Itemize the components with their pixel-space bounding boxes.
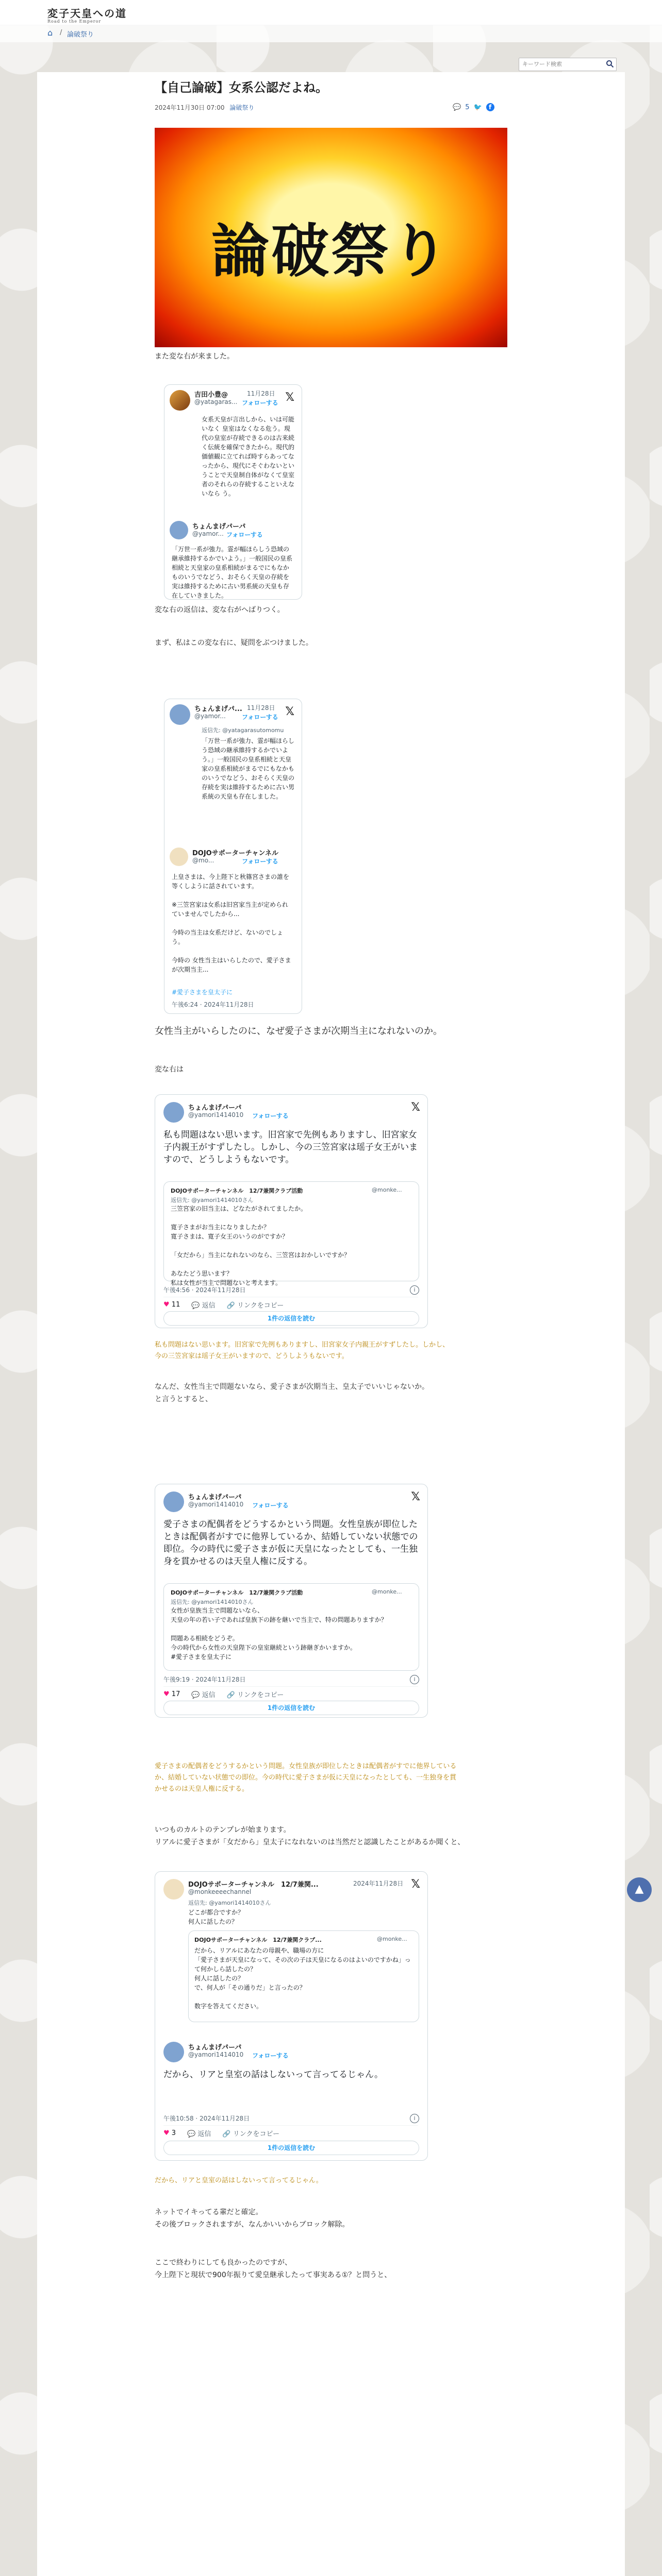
avatar[interactable] <box>163 1492 184 1512</box>
tweet-author-name[interactable]: ちょんまげパーパ <box>192 523 246 531</box>
reply-label: 返信 <box>202 1302 216 1310</box>
info-icon[interactable]: i <box>410 1675 419 1684</box>
copy-link-button[interactable] <box>222 2128 279 2138</box>
avatar[interactable] <box>170 848 188 866</box>
paragraph: まず、私はこの変な右に、疑問をぶつけました。 <box>155 639 313 647</box>
link-icon: 🔗 <box>226 1302 235 1310</box>
paragraph: なんだ、女性当主で問題ないなら、愛子さまが次期当主、皇太子でいいじゃないか。 <box>155 1383 429 1391</box>
twitter-icon[interactable]: 🐦 <box>473 103 482 111</box>
x-logo-icon[interactable]: 𝕏 <box>285 705 294 718</box>
quoted-tweet-text: 三笠宮家の旧当主は、どなたがされてましたか。 寛子さまがお当主になりましたか？ 寛子さまは、寛子女王のいうのがですか？ 「女だから」当主になれないのなら、三笠宮はおかしいですか？ あなたどう思います？ 私は女性が当主で問題ないと考えます。 <box>171 1205 351 1286</box>
x-logo-icon[interactable]: 𝕏 <box>285 391 294 404</box>
search-box <box>519 58 617 71</box>
reply-icon: 💬 <box>187 2130 196 2138</box>
search-input[interactable] <box>519 59 608 70</box>
quoted-reply-to[interactable]: 返信先: @yamori1414010さん <box>171 1197 254 1204</box>
reply-button[interactable] <box>191 1300 215 1310</box>
quoted-author-name[interactable]: DOJOサポーターチャンネル 12/7兼関クラブ活動 <box>171 1589 303 1596</box>
x-logo-icon[interactable]: 𝕏 <box>411 1101 420 1114</box>
tweet-author-name[interactable]: DOJOサポーターチャンネル 12/7兼関... <box>188 1881 319 1889</box>
tweet-author-name[interactable]: ちょんまげパーパ <box>188 1104 242 1112</box>
quoted-author-name[interactable]: DOJOサポーターチャンネル 12/7兼関クラブ... <box>194 1937 322 1943</box>
tweet-text: 私も問題はない思います。旧宮家で先例もありますし、旧宮家女子内親王がすずしたし。しかし、今の三笠宮家は瑶子女王がいますので、どうしようもないです。 <box>163 1130 418 1165</box>
quoted-author-name[interactable]: DOJOサポーターチャンネル 12/7兼関クラブ活動 <box>171 1188 303 1194</box>
avatar[interactable] <box>170 390 190 411</box>
tweet-date[interactable]: 2024年11月28日 <box>353 1880 404 1887</box>
tweet-text: 上皇さまは、今上陛下と秋篠宮さまの誰を等くしように話されています。 ※三笠宮家は女系は旧宮家当主が定められ ていませんでしたから... 今時の当主は女系だけど、ないのでしょう。 今時の 女性当主はいらしたので、愛子さま が次期当主... <box>172 873 291 973</box>
breadcrumb-separator: / <box>60 29 62 37</box>
paragraph: その後ブロックされますが、なんかいいからブロック解除。 <box>155 2221 350 2229</box>
hero-image <box>155 128 507 347</box>
highlighted-quote: 愛子さまの配偶者をどうするかという問題。女性皇族が即位したときは配偶者がすでに他界している <box>155 1762 457 1770</box>
divider <box>163 1686 418 1687</box>
hashtag-link[interactable]: #愛子さまを皇太子に <box>172 989 233 996</box>
copy-link-label: リンクをコピー <box>237 1302 284 1310</box>
article-meta <box>155 103 254 112</box>
home-icon[interactable]: ⌂ <box>47 28 53 38</box>
highlighted-quote: 今の三笠宮家は瑶子女王がいますので、どうしようもないです。 <box>155 1352 349 1360</box>
avatar[interactable] <box>163 2042 184 2062</box>
reply-label: 返信 <box>197 2130 211 2138</box>
tweet-timestamp[interactable]: 午後10:58 · 2024年11月28日 <box>163 2115 250 2122</box>
like-count: 17 <box>171 1690 180 1698</box>
follow-button[interactable]: フォローする <box>252 1112 289 1120</box>
share-bar <box>453 103 494 111</box>
copy-link-label: リンクをコピー <box>233 2130 279 2138</box>
reply-icon: 💬 <box>191 1691 200 1699</box>
reply-icon: 💬 <box>191 1302 200 1310</box>
tweet-text: だから、リアと皇室の話はしないって言ってるじゃん。 <box>163 2070 384 2080</box>
paragraph: ネットでイキってる輩だと確定。 <box>155 2208 263 2216</box>
reply-button[interactable] <box>187 2128 211 2138</box>
tweet-author-handle[interactable]: @yamori1414010 <box>188 2051 244 2058</box>
paragraph: ここで終わりにしても良かったのですが、 <box>155 2259 292 2267</box>
tweet-author-handle[interactable]: @yamor... <box>192 530 224 537</box>
paragraph: また変な右が来ました。 <box>155 352 234 361</box>
x-logo-icon[interactable]: 𝕏 <box>411 1490 420 1503</box>
follow-button[interactable]: フォローする <box>252 2052 289 2059</box>
tweet-embed[interactable] <box>155 1094 428 1328</box>
tweet-author-handle[interactable]: @yatagaras... <box>194 398 238 405</box>
tweet-date[interactable]: 11月28日 <box>247 704 275 711</box>
tweet-text: 「万世一系が強力、霊が幅ほらしう恐域の継承維持するかでいよう。」一般国民の皇系相続と天皇家の皇系相続がまるでにもなかものいうでなどう、おそらく天皇の存続を実は維持するために古い男系統の天皇も存在しました。 <box>202 737 295 800</box>
tweet-embed[interactable] <box>155 1484 428 1718</box>
paragraph: いつものカルトのテンプレが始まります。 <box>155 1826 291 1834</box>
paragraph: リアルに愛子さまが「女だから」皇太子になれないのは当然だと認識したことがあるか聞くと、 <box>155 1838 465 1846</box>
reply-label: 返信 <box>202 1691 216 1699</box>
link-icon: 🔗 <box>222 2130 231 2138</box>
quoted-tweet-text: 女性が皇族当主で問題ないなら、 天皇の年の若い子であれば皇族下の跡を継いで当主で、特の問題ありますか？ 問題ある相続をどうぞ。 今の時代から女性の天皇陛下の皇室継続という跡継ぎかいますか。 #愛子さまを皇太子に <box>171 1607 387 1660</box>
reply-button[interactable] <box>191 1689 215 1699</box>
tweet-author-handle[interactable]: @monkeeeechannel <box>188 1888 252 1895</box>
tweet-author-name[interactable]: 吉田小豊@ <box>194 391 228 399</box>
copy-link-label: リンクをコピー <box>237 1691 284 1699</box>
divider <box>163 2125 418 2126</box>
highlighted-quote: か、結婚していない状態での即位。今の時代に愛子さまが仮に天皇になったとしても、一生独身を貫 <box>155 1774 457 1782</box>
like-button[interactable] <box>163 1690 180 1698</box>
tweet-embed[interactable] <box>155 1871 428 2161</box>
highlighted-quote: かせるのは天皇人権に反する。 <box>155 1785 249 1793</box>
arrow-up-icon[interactable]: ▲ <box>627 1877 652 1902</box>
paragraph: 変な右は <box>155 1065 184 1074</box>
hero-image-text: 論破祭り <box>211 217 451 285</box>
tweet-reply-to[interactable]: 返信先: @yamori1414010さん <box>188 1900 271 1906</box>
quoted-author-handle[interactable]: @monke... <box>372 1588 402 1595</box>
tweet-timestamp[interactable]: 午後4:56 · 2024年11月28日 <box>163 1286 246 1294</box>
avatar[interactable] <box>170 521 188 539</box>
quoted-author-handle[interactable]: @monke... <box>372 1187 402 1193</box>
tweet-reply-to[interactable]: 返信先: @yatagarasutomomu <box>202 727 284 734</box>
read-replies-button[interactable]: 1件の返信を読む <box>163 1311 419 1326</box>
read-replies-button[interactable]: 1件の返信を読む <box>163 1701 419 1715</box>
article-title: 【自己論破】女系公認だよね。 <box>155 80 328 95</box>
paragraph: 変な右の返信は、変な右がへばりつく。 <box>155 606 285 614</box>
read-replies-button[interactable]: 1件の返信を読む <box>163 2141 419 2155</box>
copy-link-button[interactable] <box>227 1300 284 1310</box>
tweet-actions <box>163 1300 284 1310</box>
like-button[interactable] <box>163 1301 180 1309</box>
tweet-text: 愛子さまの配偶者をどうするかという問題。女性皇族が即位したときは配偶者がすでに他界しているか、結婚していない状態での即位。今の時代に愛子さまが仮に天皇になったとしても、一生独身を貫かせるのは天皇人権に反する。 <box>163 1519 418 1567</box>
follow-button[interactable]: フォローする <box>242 858 278 865</box>
heart-icon: ♥ <box>163 2129 170 2137</box>
facebook-icon[interactable]: f <box>486 103 494 111</box>
follow-button[interactable]: フォローする <box>242 714 278 721</box>
search-icon[interactable] <box>606 60 614 68</box>
tweet-author-handle[interactable]: @yamor... <box>194 713 226 720</box>
avatar[interactable] <box>170 704 190 725</box>
copy-link-button[interactable] <box>227 1689 284 1699</box>
tweet-author-handle[interactable]: @mo... <box>192 857 214 864</box>
tweet-actions <box>163 2128 279 2138</box>
highlighted-quote: 私も問題はない思います。旧宮家で先例もありますし、旧宮家女子内親王がすずしたし。しかし、 <box>155 1341 450 1349</box>
info-icon[interactable]: i <box>410 1285 419 1295</box>
tweet-text: どこが都合ですか？ 何人に話したの？ <box>188 1909 244 1925</box>
tweet-embed[interactable] <box>164 384 302 600</box>
site-header <box>0 0 662 25</box>
tweet-actions <box>163 1689 284 1699</box>
info-icon[interactable]: i <box>410 2114 419 2123</box>
avatar[interactable] <box>163 1879 184 1900</box>
tweet-author-handle[interactable]: @yamori1414010 <box>188 1501 244 1508</box>
tweet-timestamp[interactable]: 午後6:24 · 2024年11月28日 <box>172 1001 254 1008</box>
comment-count[interactable]: 5 <box>465 103 470 111</box>
like-count: 3 <box>171 2129 176 2137</box>
link-icon: 🔗 <box>226 1691 235 1699</box>
avatar[interactable] <box>163 1102 184 1123</box>
paragraph: と言うとすると、 <box>155 1395 212 1403</box>
follow-button[interactable]: フォローする <box>252 1502 289 1509</box>
tweet-embed[interactable] <box>164 699 302 1014</box>
tweet-author-name[interactable]: DOJOサポーターチャンネル <box>192 850 278 857</box>
site-logo-text: 変子天皇への道 <box>47 7 127 20</box>
like-count: 11 <box>171 1301 180 1309</box>
tweet-timestamp[interactable]: 午後9:19 · 2024年11月28日 <box>163 1676 246 1683</box>
x-logo-icon[interactable]: 𝕏 <box>411 1878 420 1891</box>
quoted-tweet-text: だから、リアルにあなたの母親や、職場の方に 「愛子さまが天皇になって、その次の子は天皇になるのはよいのですかね」って何かしら話したの？ 何人に話したの？ で、何人が「その通りだ」と言ったの？ 数字を答えてください。 <box>194 1947 411 2010</box>
highlighted-quote: だから、リアと皇室の話はしないって言ってるじゃん。 <box>155 2177 323 2184</box>
paragraph: 今上陛下と現状で900年振りて愛皇継承したって事実ある①？と問うと、 <box>155 2271 392 2279</box>
tweet-author-name[interactable]: ちょんまげパ... <box>194 705 242 713</box>
breadcrumb-category[interactable]: 論破祭り <box>67 31 94 39</box>
tweet-text: 「万世一系が強力。霊が幅ほらしう恐域の継承維持するかでいよう。」一般国民の皇系相続と天皇家の皇系相続がまるでにもなかものいうでなどう、おそらく天皇の存続を実は維持するために古い男系統の天皇も存在していきました。 <box>172 546 293 599</box>
tweet-author-name[interactable]: ちょんまげパーパ <box>188 2044 242 2052</box>
like-button[interactable] <box>163 2129 176 2137</box>
breadcrumb <box>0 25 662 42</box>
site-logo-subtitle: Road to the Emperor <box>47 19 102 24</box>
paragraph: 女性当主がいらしたのに、なぜ愛子さまが次期当主になれないのか。 <box>155 1026 442 1037</box>
tweet-author-name[interactable]: ちょんまげパーパ <box>188 1494 242 1501</box>
follow-button[interactable]: フォローする <box>226 531 263 538</box>
article-category[interactable]: 論破祭り <box>229 104 255 111</box>
tweet-text: 女系天皇が言出しから、いは可能いなく 皇室はなくなる危う。現代の皇室が存続できるのは古来続く伝統を確保できたから。現代的価値観に立てれば時すらあってなったから、現代にそぐわないということで天皇制自体がなくて皇室者のそれらの存続することいえないなら う。 <box>202 416 295 497</box>
heart-icon: ♥ <box>163 1301 170 1309</box>
article-date: 2024年11月30日 07:00 <box>155 104 225 111</box>
site-logo[interactable] <box>47 5 127 24</box>
tweet-date[interactable]: 11月28日 <box>247 390 275 397</box>
quoted-author-handle[interactable]: @monke... <box>377 1936 407 1942</box>
tweet-author-handle[interactable]: @yamori1414010 <box>188 1111 244 1118</box>
quoted-reply-to[interactable]: 返信先: @yamori1414010さん <box>171 1599 254 1605</box>
heart-icon: ♥ <box>163 1690 170 1698</box>
comment-icon[interactable]: 💬 <box>453 103 461 111</box>
follow-button[interactable]: フォローする <box>242 399 278 406</box>
